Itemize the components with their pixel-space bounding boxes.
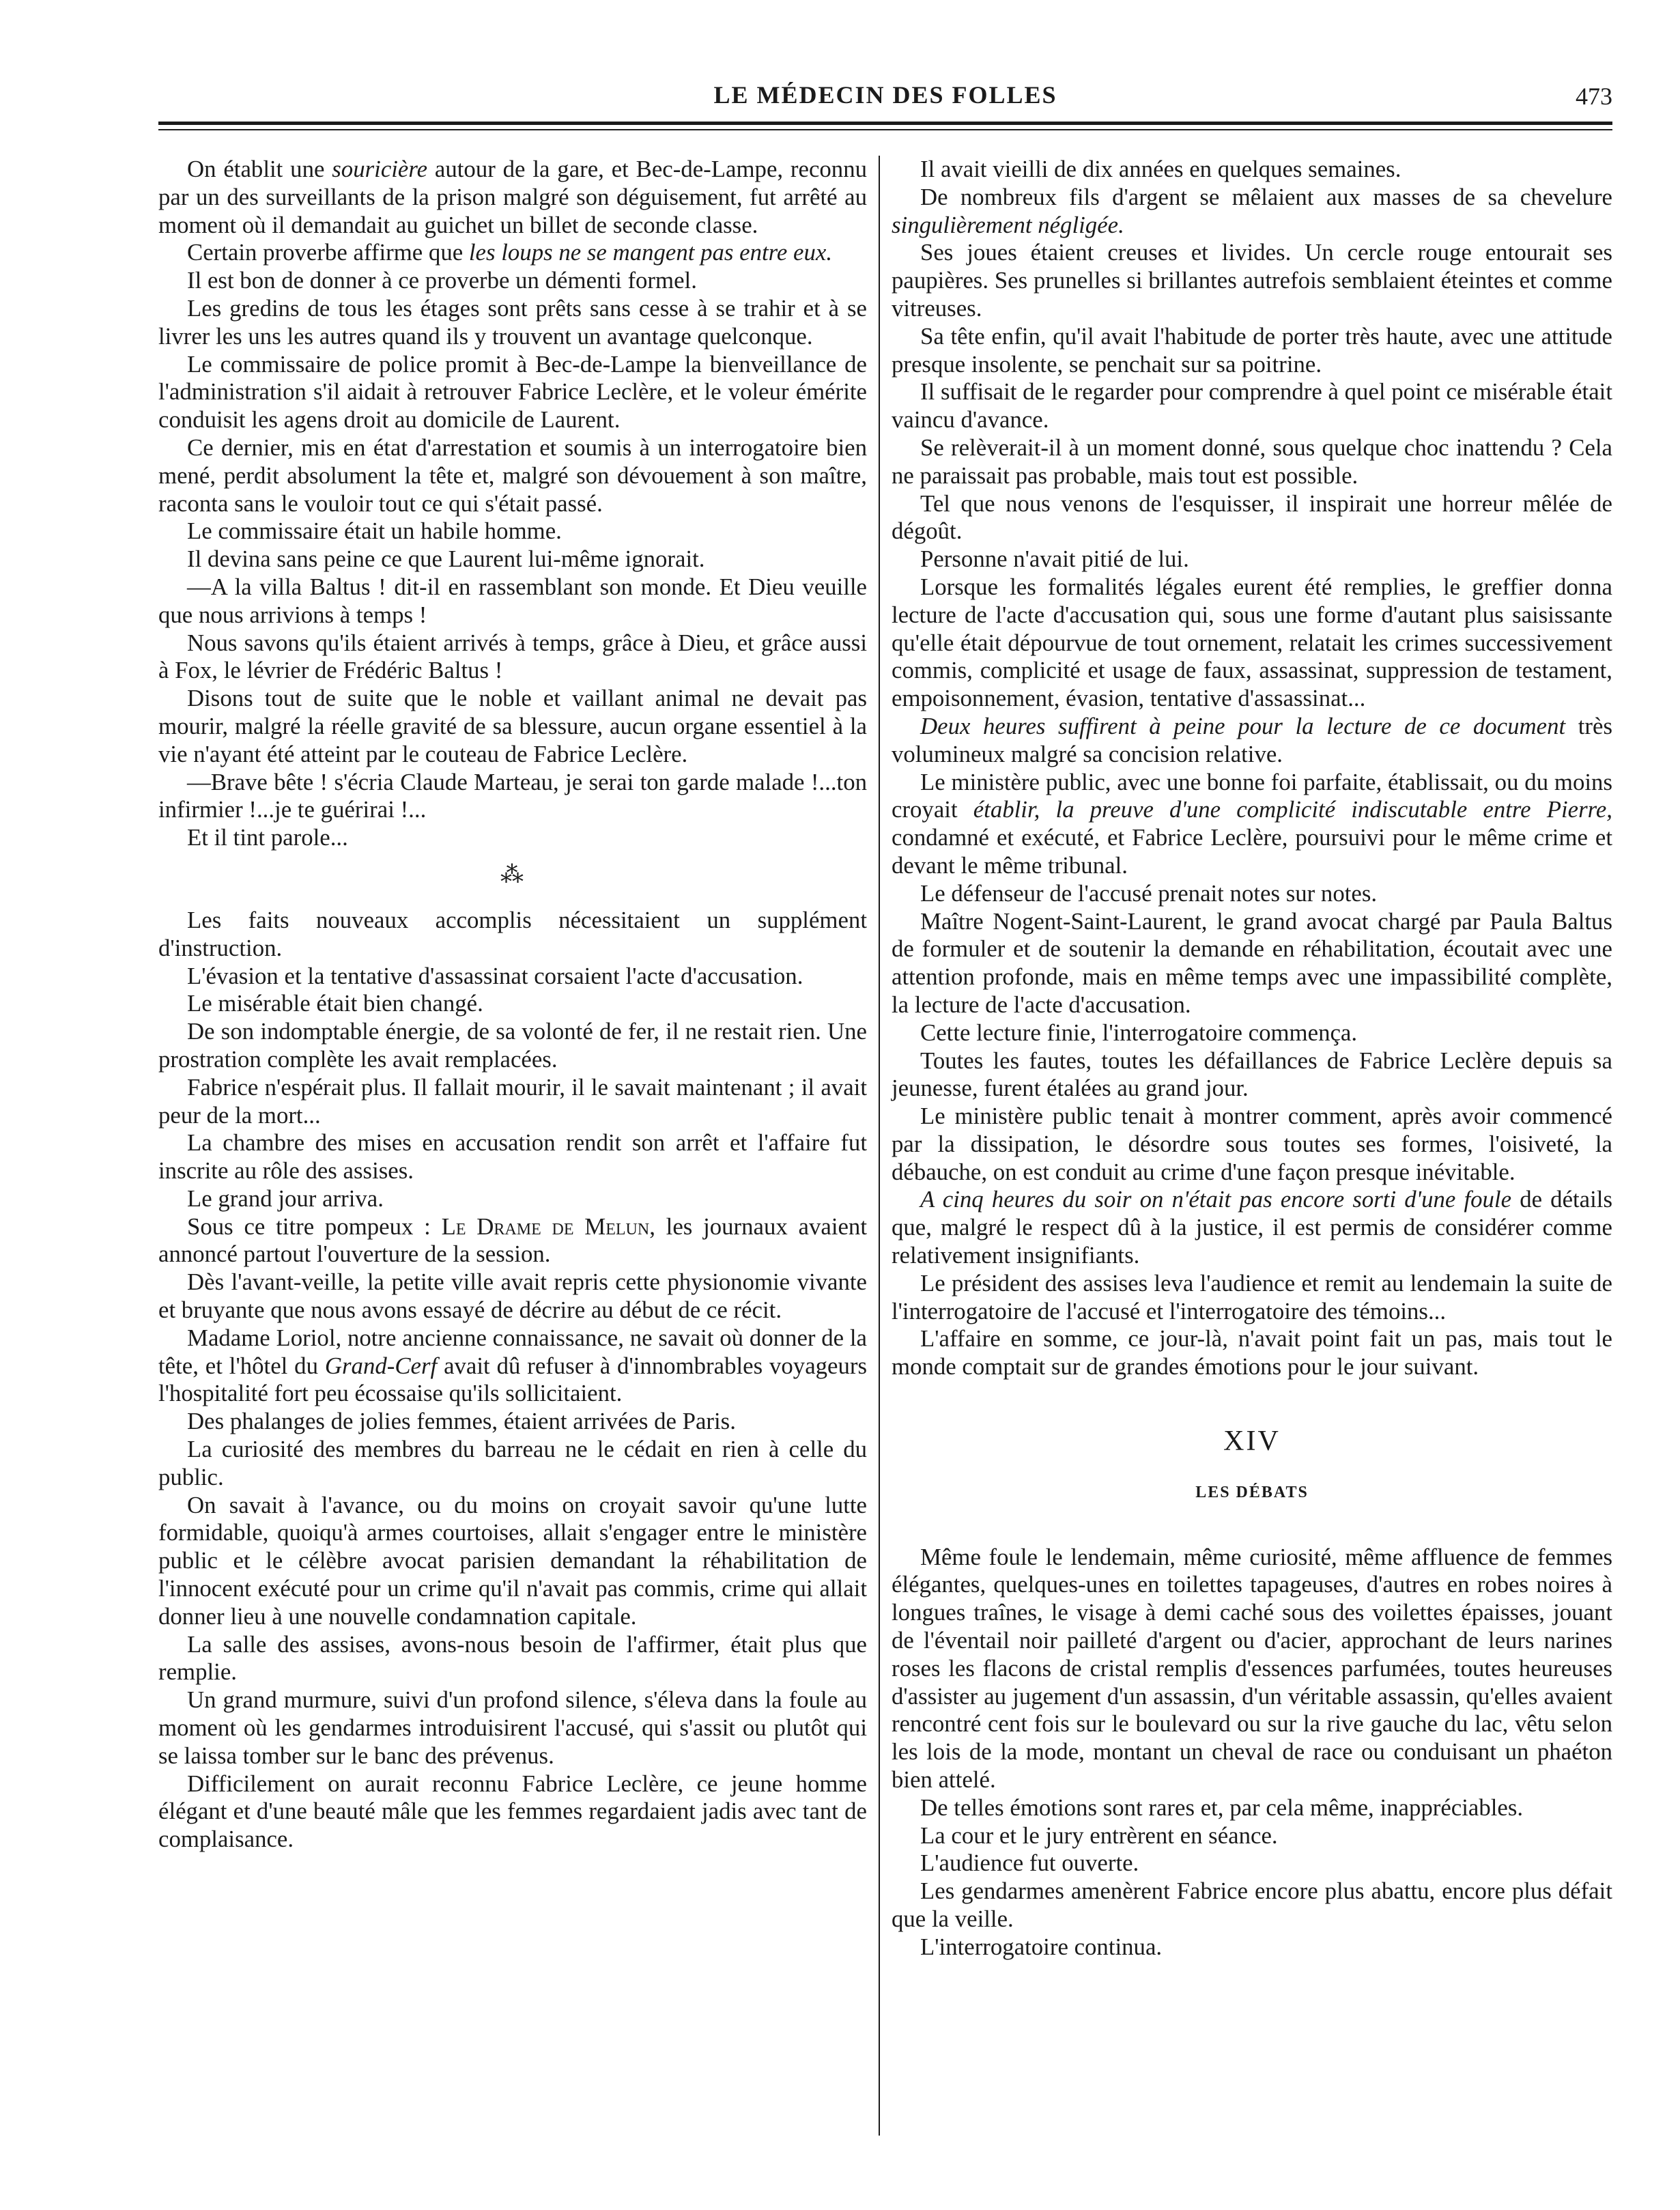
section-separator: ⁂ bbox=[500, 862, 525, 888]
paragraph: Le misérable était bien changé. bbox=[187, 990, 483, 1017]
paragraph: La curiosité des membres du barreau ne le cédait en rien à celle du public. bbox=[158, 1436, 867, 1490]
page-number: 473 bbox=[1576, 83, 1612, 110]
paragraph: De nombreux fils d'argent se mêlaient aux masses de sa chevelure singulièrement négligée. bbox=[892, 183, 1612, 238]
paragraph: Le président des assises leva l'audience et remit au lendemain la suite de l'interrogatoire de l'accusé et l'interrogatoire des témoins... bbox=[892, 1269, 1612, 1324]
paragraph: De son indomptable énergie, de sa volonté de fer, il ne restait rien. Une prostration complète les avait remplacées. bbox=[158, 1018, 867, 1073]
paragraph: Dès l'avant-veille, la petite ville avait repris cette physionomie vivante et bruyante que nous avons essayé de décrire au début de ce récit. bbox=[158, 1269, 867, 1324]
paragraph: L'audience fut ouverte. bbox=[920, 1850, 1139, 1877]
paragraph: Il est bon de donner à ce proverbe un démenti formel. bbox=[187, 267, 697, 294]
chapter-number: XIV bbox=[1223, 1426, 1281, 1458]
paragraph: Difficilement on aurait reconnu Fabrice Leclère, ce jeune homme élégant et d'une beauté mâle que les femmes regardaient jadis avec tant de complaisance. bbox=[158, 1770, 867, 1853]
paragraph: —A la villa Baltus ! dit-il en rassemblant son monde. Et Dieu veuille que nous arrivions à temps ! bbox=[158, 573, 867, 628]
paragraph: Il suffisait de le regarder pour comprendre à quel point ce misérable était vaincu d'avance. bbox=[892, 378, 1612, 434]
paragraph: Madame Loriol, notre ancienne connaissance, ne savait où donner de la tête, et l'hôtel du Grand-Cerf avait dû refuser à d'innombrables voyageurs l'hospitalité fort peu écossaise qu'ils sollicitaient. bbox=[158, 1324, 868, 1407]
paragraph: Le défenseur de l'accusé prenait notes sur notes. bbox=[920, 879, 1378, 907]
paragraph: Tel que nous venons de l'esquisser, il inspirait une horreur mêlée de dégoût. bbox=[892, 490, 1612, 545]
paragraph: L'affaire en somme, ce jour-là, n'avait point fait un pas, mais tout le monde comptait sur de grandes émotions pour le jour suivant. bbox=[892, 1325, 1612, 1380]
paragraph: Ses joues étaient creuses et livides. Un cercle rouge entourait ses paupières. Ses prunelles si brillantes autrefois semblaient éteintes et comme vitreuses. bbox=[892, 239, 1612, 322]
paragraph: Il devina sans peine ce que Laurent lui-même ignorait. bbox=[187, 546, 705, 573]
paragraph: Des phalanges de jolies femmes, étaient arrivées de Paris. bbox=[187, 1408, 736, 1435]
column-divider bbox=[879, 156, 880, 2136]
right-column bbox=[892, 156, 1612, 1961]
paragraph: Les gredins de tous les étages sont prêts sans cesse à se trahir et à se livrer les uns les autres quand ils y trouvent un avantage quelconque. bbox=[158, 294, 867, 350]
paragraph: Même foule le lendemain, même curiosité, même affluence de femmes élégantes, quelques-unes en toilettes tapageuses, d'autres en robes noires à longues traînes, le visage à demi caché sous des voilettes épaisses, jouant de l'éventail noir pailleté d'argent ou d'acier, approchant de leurs narines roses les flacons de cristal remplis d'essences parfumées, toutes heureuses d'assister au jugement d'un assassin, d'un véritable assassin, qu'elles avaient rencontré cent fois sur le boulevard ou sur la rive gauche du lac, vêtu selon les lois de la mode, montant un cheval de race ou conduisant un phaéton bien attelé. bbox=[892, 1543, 1612, 1794]
paragraph: Un grand murmure, suivi d'un profond silence, s'éleva dans la foule au moment où les gendarmes introduisirent l'accusé, qui s'assit ou plutôt qui se laissa tomber sur le banc des prévenus. bbox=[158, 1686, 867, 1769]
paragraph: La cour et le jury entrèrent en séance. bbox=[920, 1822, 1278, 1849]
paragraph: Deux heures suffirent à peine pour la lecture de ce document très volumineux malgré sa concision relative. bbox=[892, 712, 1612, 767]
paragraph: On savait à l'avance, ou du moins on croyait savoir qu'une lutte formidable, quoiqu'à armes courtoises, allait s'engager entre le ministère public et le célèbre avocat parisien demandant la réhabilitation de l'innocent exécuté pour un crime qu'il n'avait pas commis, crime qui allait donner lieu à une nouvelle condamnation capitale. bbox=[158, 1491, 867, 1630]
paragraph: Nous savons qu'ils étaient arrivés à temps, grâce à Dieu, et grâce aussi à Fox, le lévrier de Frédéric Baltus ! bbox=[158, 629, 867, 684]
running-header bbox=[158, 81, 1612, 122]
paragraph: Toutes les fautes, toutes les défaillances de Fabrice Leclère depuis sa jeunesse, furent étalées au grand jour. bbox=[892, 1047, 1612, 1102]
paragraph: Ce dernier, mis en état d'arrestation et soumis à un interrogatoire bien mené, perdit absolument la tête et, malgré son dévouement à son maître, raconta sans le vouloir tout ce qui s'était passé. bbox=[158, 434, 867, 517]
paragraph: Les faits nouveaux accomplis nécessitaient un supplément d'instruction. bbox=[158, 906, 867, 961]
paragraph: L'évasion et la tentative d'assassinat corsaient l'acte d'accusation. bbox=[187, 962, 803, 989]
paragraph: Disons tout de suite que le noble et vaillant animal ne devait pas mourir, malgré la réelle gravité de sa blessure, aucun organe essentiel à la vie n'ayant été atteint par le couteau de Fabrice Leclère. bbox=[158, 685, 867, 767]
paragraph: Le ministère public, avec une bonne foi parfaite, établissait, ou du moins croyait établir, la preuve d'une complicité indiscutable entre Pierre, condamné et exécuté, et Fabrice Leclère, poursuivi pour le même crime et devant le même tribunal. bbox=[892, 768, 1613, 879]
header-rule-thin bbox=[158, 129, 1612, 130]
paragraph: Le commissaire était un habile homme. bbox=[187, 518, 562, 545]
paragraph: Fabrice n'espérait plus. Il fallait mourir, il le savait maintenant ; il avait peur de la mort... bbox=[158, 1073, 867, 1129]
paragraph: Il avait vieilli de dix années en quelques semaines. bbox=[920, 156, 1401, 182]
paragraph: La chambre des mises en accusation rendit son arrêt et l'affaire fut inscrite au rôle des assises. bbox=[158, 1129, 867, 1185]
paragraph: Le grand jour arriva. bbox=[187, 1185, 384, 1212]
paragraph: L'interrogatoire continua. bbox=[920, 1933, 1163, 1960]
paragraph: Personne n'avait pitié de lui. bbox=[920, 546, 1189, 573]
paragraph: Le ministère public tenait à montrer comment, après avoir commencé par la dissipation, le désordre sous toutes ses formes, l'oisiveté, la débauche, on est conduit au crime d'une façon presque inévitable. bbox=[892, 1103, 1612, 1185]
paragraph: Lorsque les formalités légales eurent été remplies, le greffier donna lecture de l'acte d'accusation qui, sous une forme d'autant plus saisissante qu'elle était dépourvue de tout ornement, relatait les crimes successivement commis, complicité et usage de faux, assassinat, suppression de testament, empoisonnement, évasion, tentative d'assassinat... bbox=[892, 573, 1612, 712]
header-rule-thick bbox=[158, 122, 1612, 125]
paragraph: Sous ce titre pompeux : Le Drame de Melun, les journaux avaient annoncé partout l'ouverture de la session. bbox=[158, 1213, 867, 1268]
chapter-title: LES DÉBATS bbox=[1195, 1483, 1309, 1501]
paragraph: A cinq heures du soir on n'était pas encore sorti d'une foule de détails que, malgré le respect dû à la justice, il est permis de considérer comme relativement insignifiants. bbox=[892, 1186, 1613, 1269]
left-column bbox=[158, 156, 867, 1854]
paragraph: On établit une souricière autour de la gare, et Bec-de-Lampe, reconnu par un des surveillants de la prison malgré son déguisement, fut arrêté au moment où il demandait au guichet un billet de seconde classe. bbox=[158, 156, 867, 238]
paragraph: De telles émotions sont rares et, par cela même, inappréciables. bbox=[920, 1794, 1524, 1821]
paragraph: Le commissaire de police promit à Bec-de-Lampe la bienveillance de l'administration s'il aidait à retrouver Fabrice Leclère, et le voleur émérite conduisit les agens droit au domicile de Laurent. bbox=[158, 350, 867, 434]
paragraph: Sa tête enfin, qu'il avait l'habitude de porter très haute, avec une attitude presque insolente, se penchait sur sa poitrine. bbox=[892, 322, 1612, 378]
paragraph: Maître Nogent-Saint-Laurent, le grand avocat chargé par Paula Baltus de formuler et de soutenir la demande en réhabilitation, écoutait avec une attention profonde, mais en même temps avec une impassibilité complète, la lecture de l'acte d'accusation. bbox=[892, 907, 1612, 1018]
running-title: LE MÉDECIN DES FOLLES bbox=[713, 81, 1057, 109]
paragraph: La salle des assises, avons-nous besoin de l'affirmer, était plus que remplie. bbox=[158, 1630, 867, 1686]
paragraph: Et il tint parole... bbox=[187, 824, 348, 851]
paragraph: Cette lecture finie, l'interrogatoire commença. bbox=[920, 1019, 1358, 1046]
paragraph: Certain proverbe affirme que les loups ne se mangent pas entre eux. bbox=[187, 239, 833, 266]
paragraph: Les gendarmes amenèrent Fabrice encore plus abattu, encore plus défait que la veille. bbox=[892, 1878, 1612, 1933]
paragraph: —Brave bête ! s'écria Claude Marteau, je serai ton garde malade !...ton infirmier !...je te guérirai !... bbox=[158, 768, 867, 823]
paragraph: Se relèverait-il à un moment donné, sous quelque choc inattendu ? Cela ne paraissait pas probable, mais tout est possible. bbox=[892, 434, 1612, 489]
